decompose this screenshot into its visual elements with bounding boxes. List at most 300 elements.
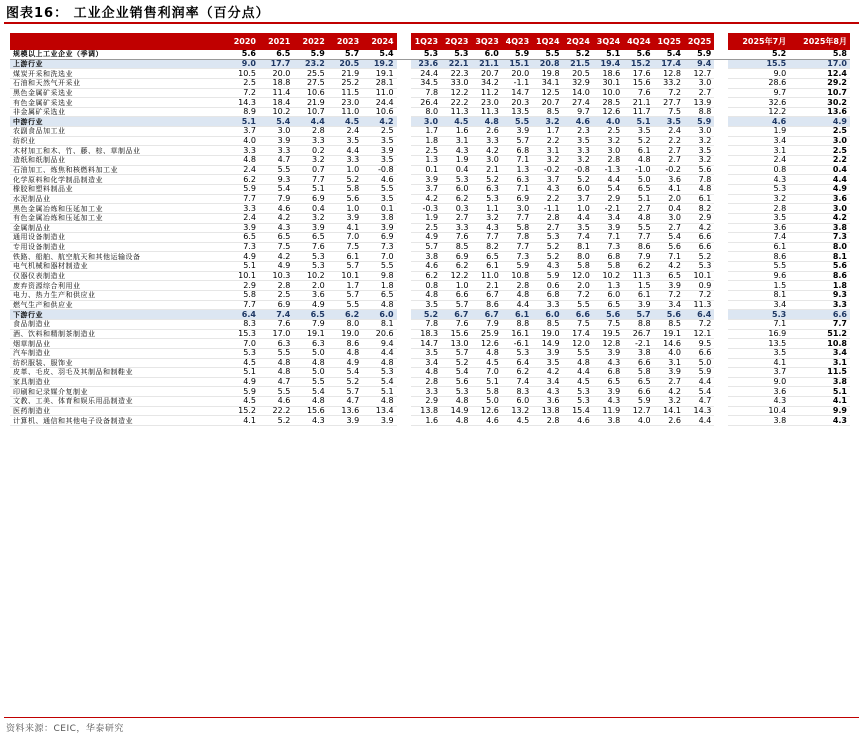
value-cell: 5.3 xyxy=(225,348,259,358)
value-cell: 3.5 xyxy=(563,136,593,146)
value-cell: 7.8 xyxy=(411,319,441,329)
value-cell: 5.3 xyxy=(441,175,471,185)
value-cell: 7.5 xyxy=(654,107,684,117)
value-cell: 10.4 xyxy=(728,406,789,416)
value-cell: 2.2 xyxy=(789,156,850,166)
value-cell: 6.8 xyxy=(502,146,532,156)
value-cell: 7.3 xyxy=(789,233,850,243)
value-cell: 6.7 xyxy=(471,310,501,320)
value-cell: 7.2 xyxy=(684,319,714,329)
value-cell: 6.9 xyxy=(502,194,532,204)
value-cell: 2.0 xyxy=(293,281,327,291)
value-cell: -1.1 xyxy=(532,204,562,214)
row-label: 通用设备制造业 xyxy=(10,233,225,243)
row-label: 煤炭开采和洗选业 xyxy=(10,69,225,79)
table-row xyxy=(10,156,850,166)
value-cell: 5.3 xyxy=(293,262,327,272)
value-cell: 5.4 xyxy=(654,50,684,59)
value-cell: 10.7 xyxy=(789,88,850,98)
row-label: 橡胶和塑料制品业 xyxy=(10,184,225,194)
value-cell: 7.7 xyxy=(225,300,259,310)
value-cell: 7.1 xyxy=(654,252,684,262)
row-label: 黑色金属矿采选业 xyxy=(10,88,225,98)
value-cell: 6.2 xyxy=(225,175,259,185)
value-cell: 6.5 xyxy=(654,271,684,281)
value-cell: 4.3 xyxy=(593,358,623,368)
value-cell: 20.0 xyxy=(502,69,532,79)
value-cell: 6.6 xyxy=(684,348,714,358)
value-cell: 5.4 xyxy=(362,377,396,387)
value-cell: 11.7 xyxy=(623,107,653,117)
value-cell: 13.2 xyxy=(502,406,532,416)
row-label: 计算机、通信和其他电子设备制造业 xyxy=(10,416,225,426)
row-label: 化学原料和化学制品制造业 xyxy=(10,175,225,185)
value-cell: 8.1 xyxy=(789,252,850,262)
column-gap xyxy=(397,194,411,204)
value-cell: 4.5 xyxy=(225,397,259,407)
value-cell: 3.1 xyxy=(654,358,684,368)
value-cell: 27.7 xyxy=(654,98,684,108)
value-cell: 0.2 xyxy=(293,146,327,156)
value-cell: 7.5 xyxy=(593,319,623,329)
value-cell: 4.5 xyxy=(441,117,471,127)
value-cell: 7.5 xyxy=(563,319,593,329)
table-row xyxy=(10,281,850,291)
value-cell: 3.4 xyxy=(789,348,850,358)
value-cell: 5.3 xyxy=(411,50,441,59)
value-cell: 4.2 xyxy=(789,213,850,223)
value-cell: 17.4 xyxy=(654,59,684,69)
value-cell: 4.8 xyxy=(471,117,501,127)
value-cell: 9.3 xyxy=(259,175,293,185)
column-gap xyxy=(397,310,411,320)
value-cell: -0.3 xyxy=(411,204,441,214)
column-gap xyxy=(397,397,411,407)
value-cell: 5.4 xyxy=(259,117,293,127)
column-gap xyxy=(714,213,728,223)
row-label: 金属制品业 xyxy=(10,223,225,233)
value-cell: 7.9 xyxy=(471,319,501,329)
table-row xyxy=(10,78,850,88)
value-cell: 3.5 xyxy=(328,136,362,146)
value-cell: 2.5 xyxy=(362,127,396,137)
value-cell: 5.6 xyxy=(441,377,471,387)
column-gap xyxy=(714,242,728,252)
value-cell: 0.8 xyxy=(411,281,441,291)
value-cell: 3.9 xyxy=(362,223,396,233)
value-cell: 6.6 xyxy=(789,310,850,320)
value-cell: 4.2 xyxy=(411,194,441,204)
value-cell: 4.1 xyxy=(328,223,362,233)
value-cell: 4.6 xyxy=(563,416,593,426)
column-gap xyxy=(714,136,728,146)
value-cell: 20.7 xyxy=(471,69,501,79)
value-cell: 2.2 xyxy=(532,136,562,146)
value-cell: 6.5 xyxy=(259,233,293,243)
value-cell: 27.5 xyxy=(293,78,327,88)
row-label: 废弃资源综合利用业 xyxy=(10,281,225,291)
value-cell: 10.1 xyxy=(328,271,362,281)
value-cell: 5.8 xyxy=(789,50,850,59)
value-cell: 4.8 xyxy=(362,397,396,407)
column-gap xyxy=(714,377,728,387)
value-cell: 6.5 xyxy=(225,233,259,243)
value-cell: 25.5 xyxy=(293,69,327,79)
value-cell: 12.6 xyxy=(593,107,623,117)
value-cell: 1.3 xyxy=(593,281,623,291)
value-cell: 12.1 xyxy=(684,329,714,339)
value-cell: 19.0 xyxy=(532,329,562,339)
value-cell: 3.9 xyxy=(362,146,396,156)
header-blank xyxy=(10,33,225,50)
row-label: 纺织服装、服饰业 xyxy=(10,358,225,368)
value-cell: 3.8 xyxy=(623,348,653,358)
column-gap xyxy=(714,165,728,175)
value-cell: 3.3 xyxy=(225,146,259,156)
value-cell: 15.1 xyxy=(502,59,532,69)
column-header: 4Q23 xyxy=(502,33,532,50)
column-gap xyxy=(714,329,728,339)
value-cell: 10.3 xyxy=(259,271,293,281)
value-cell: 4.2 xyxy=(259,252,293,262)
value-cell: 3.9 xyxy=(532,348,562,358)
column-gap xyxy=(397,262,411,272)
value-cell: 1.9 xyxy=(411,213,441,223)
value-cell: 4.8 xyxy=(362,300,396,310)
value-cell: 11.0 xyxy=(362,88,396,98)
value-cell: 12.8 xyxy=(654,69,684,79)
value-cell: 13.5 xyxy=(728,339,789,349)
value-cell: 3.4 xyxy=(593,213,623,223)
value-cell: 4.8 xyxy=(471,348,501,358)
value-cell: 5.2 xyxy=(532,242,562,252)
column-gap xyxy=(714,117,728,127)
value-cell: 11.3 xyxy=(623,271,653,281)
value-cell: 7.7 xyxy=(502,213,532,223)
value-cell: 13.0 xyxy=(441,339,471,349)
value-cell: 3.5 xyxy=(362,136,396,146)
value-cell: 6.6 xyxy=(623,358,653,368)
value-cell: 15.6 xyxy=(441,329,471,339)
value-cell: 5.2 xyxy=(728,50,789,59)
value-cell: 15.6 xyxy=(293,406,327,416)
column-header: 2023 xyxy=(328,33,362,50)
value-cell: 3.7 xyxy=(728,368,789,378)
value-cell: 51.2 xyxy=(789,329,850,339)
row-label: 家具制造业 xyxy=(10,377,225,387)
value-cell: 3.7 xyxy=(532,175,562,185)
value-cell: 3.5 xyxy=(623,127,653,137)
value-cell: 10.2 xyxy=(593,271,623,281)
row-label: 医药制造业 xyxy=(10,406,225,416)
value-cell: 3.7 xyxy=(563,194,593,204)
row-label: 石油加工、炼焦和核燃料加工业 xyxy=(10,165,225,175)
value-cell: 3.2 xyxy=(563,156,593,166)
value-cell: 1.5 xyxy=(623,281,653,291)
value-cell: 5.7 xyxy=(328,291,362,301)
value-cell: 4.9 xyxy=(259,262,293,272)
value-cell: 5.3 xyxy=(684,262,714,272)
value-cell: 9.3 xyxy=(789,291,850,301)
value-cell: 6.1 xyxy=(471,262,501,272)
value-cell: 5.9 xyxy=(684,117,714,127)
column-gap xyxy=(714,223,728,233)
value-cell: 4.9 xyxy=(225,377,259,387)
value-cell: 3.0 xyxy=(471,156,501,166)
value-cell: 11.0 xyxy=(328,107,362,117)
value-cell: 4.8 xyxy=(293,397,327,407)
value-cell: 2.3 xyxy=(563,127,593,137)
value-cell: 6.2 xyxy=(411,271,441,281)
value-cell: 3.2 xyxy=(293,156,327,166)
value-cell: 3.6 xyxy=(532,397,562,407)
value-cell: 3.3 xyxy=(411,387,441,397)
value-cell: 4.4 xyxy=(789,175,850,185)
table-row xyxy=(10,88,850,98)
column-gap xyxy=(397,368,411,378)
value-cell: 23.0 xyxy=(471,98,501,108)
column-gap xyxy=(397,252,411,262)
column-gap xyxy=(397,406,411,416)
value-cell: 6.1 xyxy=(623,146,653,156)
value-cell: 5.4 xyxy=(293,387,327,397)
value-cell: 4.5 xyxy=(563,377,593,387)
row-label: 食品制造业 xyxy=(10,319,225,329)
value-cell: 20.6 xyxy=(362,329,396,339)
value-cell: 13.8 xyxy=(532,406,562,416)
value-cell: 3.0 xyxy=(684,78,714,88)
value-cell: 5.6 xyxy=(328,194,362,204)
value-cell: 3.9 xyxy=(293,223,327,233)
table-row xyxy=(10,146,850,156)
value-cell: 6.5 xyxy=(259,50,293,59)
value-cell: 10.2 xyxy=(293,271,327,281)
value-cell: 5.0 xyxy=(684,358,714,368)
column-header: 2021 xyxy=(259,33,293,50)
value-cell: 2.2 xyxy=(532,194,562,204)
value-cell: 9.9 xyxy=(789,406,850,416)
value-cell: 8.1 xyxy=(362,319,396,329)
column-gap xyxy=(714,348,728,358)
value-cell: 5.7 xyxy=(502,136,532,146)
value-cell: 7.7 xyxy=(293,175,327,185)
value-cell: 3.9 xyxy=(328,213,362,223)
value-cell: 0.9 xyxy=(684,281,714,291)
value-cell: -0.2 xyxy=(654,165,684,175)
value-cell: 19.4 xyxy=(593,59,623,69)
value-cell: 2.4 xyxy=(728,156,789,166)
value-cell: 7.7 xyxy=(789,319,850,329)
value-cell: 1.0 xyxy=(328,165,362,175)
column-gap xyxy=(397,146,411,156)
value-cell: 9.6 xyxy=(728,271,789,281)
value-cell: 5.2 xyxy=(411,310,441,320)
value-cell: 20.7 xyxy=(532,98,562,108)
value-cell: 4.3 xyxy=(728,397,789,407)
value-cell: 6.3 xyxy=(502,175,532,185)
value-cell: 5.2 xyxy=(471,175,501,185)
value-cell: 18.8 xyxy=(259,78,293,88)
value-cell: 6.9 xyxy=(362,233,396,243)
value-cell: 6.4 xyxy=(684,310,714,320)
value-cell: 5.2 xyxy=(441,358,471,368)
value-cell: 15.4 xyxy=(563,406,593,416)
table-row xyxy=(10,368,850,378)
source-note: 资料来源：CEIC，华泰研究 xyxy=(6,724,124,734)
table-row xyxy=(10,107,850,117)
column-gap xyxy=(397,377,411,387)
value-cell: 4.6 xyxy=(563,117,593,127)
value-cell: 12.2 xyxy=(441,88,471,98)
column-header: 1Q24 xyxy=(532,33,562,50)
value-cell: 4.4 xyxy=(362,348,396,358)
value-cell: 1.8 xyxy=(411,136,441,146)
table-row xyxy=(10,397,850,407)
value-cell: 13.9 xyxy=(684,98,714,108)
value-cell: -6.1 xyxy=(502,339,532,349)
value-cell: 8.8 xyxy=(502,319,532,329)
value-cell: 7.3 xyxy=(362,242,396,252)
value-cell: 4.7 xyxy=(259,377,293,387)
value-cell: 4.8 xyxy=(259,358,293,368)
value-cell: 10.8 xyxy=(502,271,532,281)
value-cell: 4.8 xyxy=(441,416,471,426)
value-cell: 5.6 xyxy=(623,50,653,59)
value-cell: 29.2 xyxy=(789,78,850,88)
value-cell: 2.2 xyxy=(654,136,684,146)
value-cell: 5.3 xyxy=(471,194,501,204)
value-cell: 5.3 xyxy=(441,50,471,59)
value-cell: 5.0 xyxy=(471,397,501,407)
value-cell: 5.0 xyxy=(623,175,653,185)
value-cell: 9.0 xyxy=(728,69,789,79)
value-cell: 18.3 xyxy=(411,329,441,339)
value-cell: 5.5 xyxy=(328,300,362,310)
value-cell: 20.3 xyxy=(502,98,532,108)
value-cell: 11.2 xyxy=(471,88,501,98)
value-cell: 2.7 xyxy=(654,146,684,156)
value-cell: 5.9 xyxy=(502,50,532,59)
table-row xyxy=(10,69,850,79)
value-cell: 4.4 xyxy=(684,416,714,426)
value-cell: 9.0 xyxy=(728,377,789,387)
value-cell: 4.3 xyxy=(259,223,293,233)
value-cell: 5.7 xyxy=(328,387,362,397)
value-cell: 3.4 xyxy=(532,377,562,387)
value-cell: 26.4 xyxy=(411,98,441,108)
value-cell: 10.1 xyxy=(684,271,714,281)
value-cell: 3.9 xyxy=(623,300,653,310)
value-cell: 4.8 xyxy=(563,358,593,368)
value-cell: 2.8 xyxy=(532,213,562,223)
value-cell: 1.8 xyxy=(362,281,396,291)
value-cell: 2.6 xyxy=(471,127,501,137)
value-cell: 7.0 xyxy=(328,233,362,243)
value-cell: 4.7 xyxy=(684,397,714,407)
value-cell: 3.8 xyxy=(362,213,396,223)
row-label: 有色金属冶炼和压延加工业 xyxy=(10,213,225,223)
value-cell: 19.5 xyxy=(593,329,623,339)
value-cell: 15.2 xyxy=(623,59,653,69)
value-cell: 3.9 xyxy=(654,368,684,378)
value-cell: 17.6 xyxy=(623,69,653,79)
value-cell: 6.1 xyxy=(728,242,789,252)
column-gap xyxy=(397,69,411,79)
value-cell: 20.5 xyxy=(563,69,593,79)
value-cell: 7.2 xyxy=(563,291,593,301)
value-cell: 3.9 xyxy=(225,223,259,233)
column-gap xyxy=(397,98,411,108)
value-cell: 4.6 xyxy=(259,397,293,407)
value-cell: 2.5 xyxy=(225,78,259,88)
value-cell: 5.5 xyxy=(563,348,593,358)
value-cell: 10.5 xyxy=(225,69,259,79)
value-cell: 6.6 xyxy=(684,233,714,243)
value-cell: 6.2 xyxy=(441,194,471,204)
column-gap xyxy=(714,204,728,214)
value-cell: 14.7 xyxy=(502,88,532,98)
value-cell: 3.3 xyxy=(789,300,850,310)
value-cell: 3.3 xyxy=(328,156,362,166)
column-gap xyxy=(714,233,728,243)
table-row xyxy=(10,406,850,416)
value-cell: 5.3 xyxy=(362,368,396,378)
value-cell: 15.6 xyxy=(623,78,653,88)
value-cell: 8.1 xyxy=(563,242,593,252)
value-cell: 5.8 xyxy=(471,387,501,397)
value-cell: 9.7 xyxy=(563,107,593,117)
value-cell: 4.3 xyxy=(593,397,623,407)
value-cell: 5.1 xyxy=(225,368,259,378)
value-cell: 5.7 xyxy=(441,300,471,310)
value-cell: 28.1 xyxy=(362,78,396,88)
table-row xyxy=(10,223,850,233)
value-cell: 19.8 xyxy=(532,69,562,79)
column-gap xyxy=(714,69,728,79)
value-cell: 12.0 xyxy=(563,339,593,349)
value-cell: 5.2 xyxy=(328,377,362,387)
value-cell: 9.4 xyxy=(362,339,396,349)
value-cell: 4.5 xyxy=(502,416,532,426)
value-cell: 1.9 xyxy=(728,127,789,137)
value-cell: 1.7 xyxy=(411,127,441,137)
value-cell: 2.5 xyxy=(593,127,623,137)
column-gap xyxy=(397,78,411,88)
value-cell: 4.8 xyxy=(411,291,441,301)
value-cell: 4.6 xyxy=(362,175,396,185)
row-label: 电力、热力生产和供应业 xyxy=(10,291,225,301)
value-cell: 4.4 xyxy=(684,377,714,387)
value-cell: 4.8 xyxy=(411,368,441,378)
table-row xyxy=(10,242,850,252)
row-label: 石油和天然气开采业 xyxy=(10,78,225,88)
value-cell: 7.1 xyxy=(502,184,532,194)
value-cell: 3.1 xyxy=(789,358,850,368)
value-cell: 14.3 xyxy=(225,98,259,108)
value-cell: 4.2 xyxy=(532,368,562,378)
value-cell: 13.6 xyxy=(789,107,850,117)
value-cell: 5.5 xyxy=(532,50,562,59)
value-cell: 5.8 xyxy=(225,291,259,301)
value-cell: 4.2 xyxy=(471,146,501,156)
value-cell: 5.9 xyxy=(225,184,259,194)
value-cell: 4.4 xyxy=(593,175,623,185)
value-cell: 6.2 xyxy=(623,262,653,272)
value-cell: 25.9 xyxy=(471,329,501,339)
value-cell: 7.9 xyxy=(293,319,327,329)
value-cell: 5.5 xyxy=(259,165,293,175)
value-cell: 4.1 xyxy=(789,397,850,407)
